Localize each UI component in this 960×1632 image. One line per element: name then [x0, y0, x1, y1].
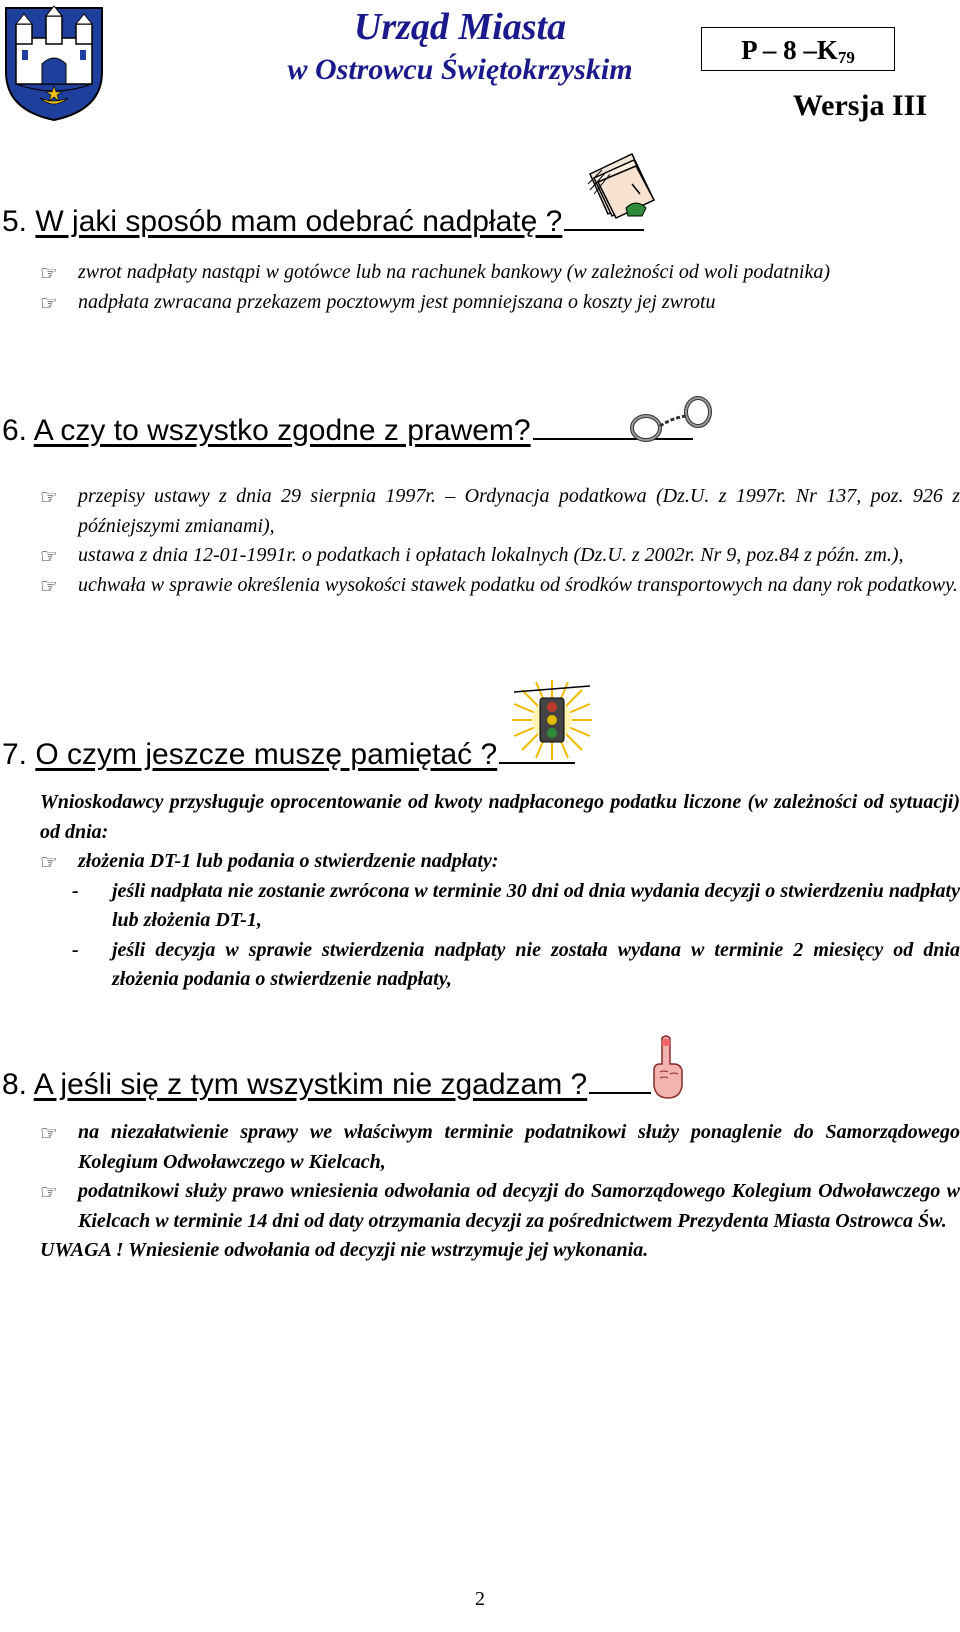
section-5-list: [40, 258, 960, 317]
list-item: [40, 571, 960, 601]
section-title: A jeśli się z tym wszystkim nie zgadzam ?: [33, 1068, 588, 1101]
pointing-hand-icon: ☞: [40, 290, 58, 315]
raised-finger-icon: [648, 1034, 688, 1100]
list-item: [40, 541, 960, 571]
section-title: O czym jeszcze muszę pamiętać ?: [35, 738, 498, 771]
office-title: [270, 2, 650, 88]
list-item: [40, 877, 960, 936]
section-6-heading: [2, 412, 693, 450]
list-item: [40, 1177, 960, 1236]
document-code-box: [701, 27, 895, 71]
pointing-hand-icon: ☞: [40, 1180, 58, 1204]
section-7-intro: Wnioskodawcy przysługuje oprocentowanie od kwoty nadpłaconego podatku liczone (w zależności od sytuacji) od dnia:: [40, 791, 960, 843]
page-number: 2: [475, 1588, 485, 1610]
pointing-hand-icon: ☞: [40, 850, 58, 874]
list-item: [40, 936, 960, 995]
section-8-list: [40, 1118, 960, 1266]
list-item: [40, 482, 960, 541]
list-item-text: przepisy ustawy z dnia 29 sierpnia 1997r. – Ordynacja podatkowa (Dz.U. z 1997r. Nr 137, poz. 926 z późniejszymi zmianami),: [78, 485, 960, 537]
pointing-hand-icon: ☞: [40, 485, 58, 509]
section-7-content: [40, 788, 960, 995]
version-label: Wersja III: [792, 89, 927, 122]
section-7-heading: [2, 736, 575, 774]
list-item-text: na niezałatwienie sprawy we właściwym terminie podatnikowi służy ponaglenie do Samorządowego Kolegium Odwoławczego w Kielcach,: [78, 1121, 960, 1173]
pointing-hand-icon: ☞: [40, 544, 58, 568]
document-code-number: 79: [837, 48, 855, 67]
office-city: w Ostrowcu Świętokrzyskim: [287, 53, 633, 86]
dash-marker: -: [72, 938, 79, 961]
list-item: [40, 258, 960, 288]
list-item: [40, 847, 960, 877]
list-item-text: ustawa z dnia 12-01-1991r. o podatkach i opłatach lokalnych (Dz.U. z 2002r. Nr 9, poz.84 z późn. zm.),: [78, 544, 904, 566]
section-number: 7.: [2, 738, 28, 771]
section-8-heading: [2, 1066, 651, 1104]
list-item-text: nadpłata zwracana przekazem pocztowym jest pomniejszana o koszty jej zwrotu: [78, 290, 716, 313]
coat-of-arms-icon: [2, 2, 106, 122]
handcuffs-icon: [626, 392, 720, 448]
pointing-hand-icon: ☞: [40, 573, 58, 598]
section-number: 8.: [2, 1068, 28, 1101]
section-number: 5.: [2, 205, 28, 238]
list-item-text: uchwała w sprawie określenia wysokości stawek podatku od środków transportowych na dany rok podatkowy.: [78, 573, 958, 596]
section-6-list: [40, 482, 960, 600]
section-number: 6.: [2, 414, 28, 447]
document-code: P – 8 –K: [741, 35, 838, 65]
list-item-text: złożenia DT-1 lub podania o stwierdzenie nadpłaty:: [78, 850, 499, 872]
list-item-text: podatnikowi służy prawo wniesienia odwołania od decyzji do Samorządowego Kolegium Odwoławczego w Kielcach w terminie 14 dni od daty otrzymania decyzji za pośrednictwem Prezydenta Miasta Ostrowca Św.: [78, 1180, 960, 1232]
warning-note: UWAGA ! Wniesienie odwołania od decyzji nie wstrzymuje jej wykonania.: [40, 1239, 649, 1261]
office-name: Urząd Miasta: [353, 6, 567, 48]
list-item-text: jeśli nadpłata nie zostanie zwrócona w terminie 30 dni od dnia wydania decyzji o stwierdzeniu nadpłaty lub złożenia DT-1,: [112, 879, 960, 931]
list-item-text: zwrot nadpłaty nastąpi w gotówce lub na rachunek bankowy (w zależności od woli podatnika): [78, 261, 830, 283]
section-title: A czy to wszystko zgodne z prawem?: [33, 414, 531, 447]
list-item-text: jeśli decyzja w sprawie stwierdzenia nadpłaty nie została wydana w terminie 2 miesięcy od dnia złożenia podania o stwierdzenie nadpłaty,: [112, 938, 960, 990]
pointing-hand-icon: ☞: [40, 1121, 58, 1145]
pointing-hand-icon: ☞: [40, 261, 58, 285]
section-5-heading: [2, 203, 644, 241]
list-item: [40, 288, 960, 318]
traffic-light-icon: [510, 678, 594, 762]
list-item: [40, 1118, 960, 1177]
section-title: W jaki sposób mam odebrać nadpłatę ?: [35, 205, 563, 238]
papers-icon: [582, 150, 664, 226]
dash-marker: -: [72, 879, 79, 902]
